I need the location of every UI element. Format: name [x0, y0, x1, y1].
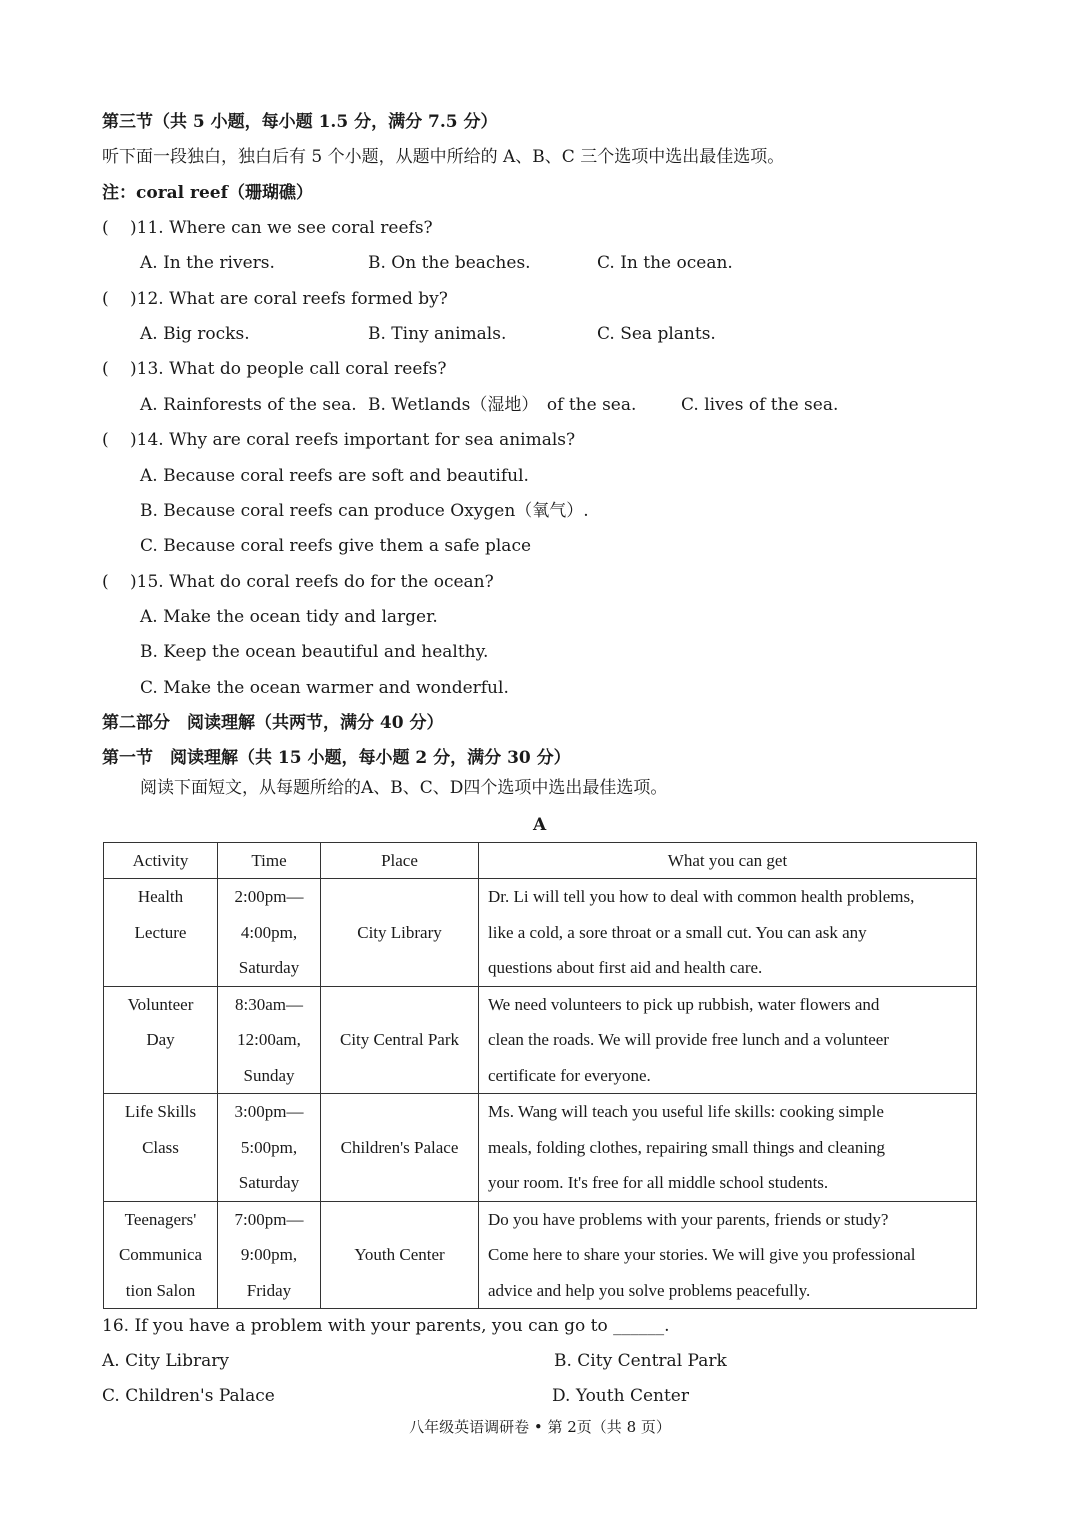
q15-option-b: B. Keep the ocean beautiful and healthy. [140, 642, 489, 662]
place-cell: City Central Park [321, 986, 479, 1094]
q13-option-a: A. Rainforests of the sea. [140, 395, 357, 415]
time-cell: 2:00pm— 4:00pm, Saturday [218, 879, 321, 987]
activity-cell: Teenagers' Communica tion Salon [104, 1201, 218, 1309]
answer-blank[interactable]: ( [102, 218, 109, 238]
q13-option-c: C. lives of the sea. [681, 395, 839, 415]
q12-option-a: A. Big rocks. [140, 324, 250, 344]
q15-option-a: A. Make the ocean tidy and larger. [140, 607, 438, 627]
activity-cell: Health Lecture [104, 879, 218, 987]
header-what-you-can-get: What you can get [479, 843, 977, 879]
answer-blank[interactable]: ( [102, 359, 109, 379]
time-cell: 7:00pm— 9:00pm, Friday [218, 1201, 321, 1309]
answer-blank[interactable]: ( [102, 289, 109, 309]
question-16: 16. If you have a problem with your parents, you can go to ______. [102, 1316, 670, 1336]
part2-instruction: 阅读下面短文，从每题所给的A、B、C、D四个选项中选出最佳选项。 [140, 778, 668, 798]
answer-blank[interactable]: ( [102, 572, 109, 592]
table-row [104, 879, 977, 987]
description-cell: Dr. Li will tell you how to deal with common health problems, like a cold, a sore throat or a small cut. You can ask any questions about first aid and health care. [479, 879, 977, 987]
q16-option-c: C. Children's Palace [102, 1386, 275, 1406]
description-cell: Do you have problems with your parents, friends or study? Come here to share your stories. We will give you professional advice and help you solve problems peacefully. [479, 1201, 977, 1309]
q16-option-a: A. City Library [102, 1351, 229, 1371]
place-cell: Children's Palace [321, 1094, 479, 1202]
q14-option-c: C. Because coral reefs give them a safe place [140, 536, 532, 556]
part2-header: 第二部分 阅读理解（共两节，满分 40 分） [102, 713, 444, 733]
table-row [104, 986, 977, 1094]
q15-option-c: C. Make the ocean warmer and wonderful. [140, 678, 509, 698]
question-12 [102, 288, 448, 310]
header-activity: Activity [104, 843, 218, 879]
q11-option-c: C. In the ocean. [597, 253, 733, 273]
description-cell: We need volunteers to pick up rubbish, water flowers and clean the roads. We will provide free lunch and a volunteer certificate for everyone. [479, 986, 977, 1094]
table-row [104, 1094, 977, 1202]
section3-instruction: 听下面一段独白，独白后有 5 个小题，从题中所给的 A、B、C 三个选项中选出最佳选项。 [102, 147, 785, 167]
part2-section1-header: 第一节 阅读理解（共 15 小题，每小题 2 分，满分 30 分） [102, 748, 571, 768]
question-text: )12. What are coral reefs formed by? [130, 289, 448, 309]
header-time: Time [218, 843, 321, 879]
time-cell: 8:30am— 12:00am, Sunday [218, 986, 321, 1094]
question-text: )13. What do people call coral reefs? [130, 359, 447, 379]
question-14 [102, 429, 575, 451]
q14-option-b: B. Because coral reefs can produce Oxygen（氧气）. [140, 501, 589, 521]
place-cell: City Library [321, 879, 479, 987]
section3-note: 注：coral reef（珊瑚礁） [102, 183, 313, 203]
time-cell: 3:00pm— 5:00pm, Saturday [218, 1094, 321, 1202]
page-footer: 八年级英语调研卷 • 第 2页（共 8 页） [409, 1418, 671, 1436]
question-text: )15. What do coral reefs do for the ocean? [130, 572, 494, 592]
activity-cell: Life Skills Class [104, 1094, 218, 1202]
question-13 [102, 358, 447, 380]
question-15 [102, 571, 494, 593]
question-11 [102, 217, 433, 239]
q14-option-a: A. Because coral reefs are soft and beautiful. [140, 466, 529, 486]
description-cell: Ms. Wang will teach you useful life skills: cooking simple meals, folding clothes, repairing small things and cleaning your room. It's free for all middle school students. [479, 1094, 977, 1202]
place-cell: Youth Center [321, 1201, 479, 1309]
q11-option-b: B. On the beaches. [368, 253, 531, 273]
q12-option-b: B. Tiny animals. [368, 324, 507, 344]
q16-option-d: D. Youth Center [552, 1386, 689, 1406]
q11-option-a: A. In the rivers. [140, 253, 275, 273]
section3-header: 第三节（共 5 小题，每小题 1.5 分，满分 7.5 分） [102, 112, 498, 132]
answer-blank[interactable]: ( [102, 430, 109, 450]
activity-table [103, 842, 977, 1309]
q12-option-c: C. Sea plants. [597, 324, 716, 344]
question-text: )11. Where can we see coral reefs? [130, 218, 433, 238]
passage-label: A [533, 815, 547, 835]
q16-option-b: B. City Central Park [554, 1351, 727, 1371]
q13-option-b: B. Wetlands（湿地） of the sea. [368, 395, 637, 415]
header-place: Place [321, 843, 479, 879]
table-header-row [104, 843, 977, 879]
question-text: )14. Why are coral reefs important for sea animals? [130, 430, 576, 450]
activity-cell: Volunteer Day [104, 986, 218, 1094]
table-row [104, 1201, 977, 1309]
